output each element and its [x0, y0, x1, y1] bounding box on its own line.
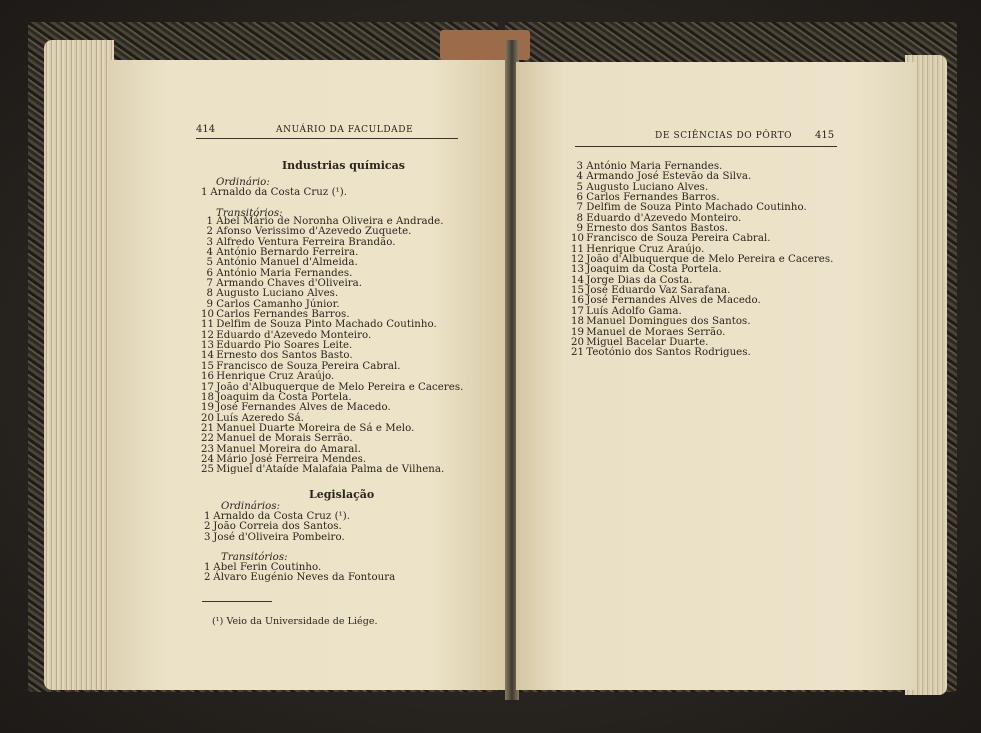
list-item-name: Manuel de Morais Serrão.: [213, 433, 353, 445]
list-item-number: 21: [201, 422, 215, 434]
list-item-number: 16: [571, 295, 585, 307]
list-item-name: José d'Oliveira Pombeiro.: [210, 531, 345, 543]
page-edges-left: [44, 40, 114, 690]
list-item-name: Francisco de Souza Pereira Cabral.: [213, 360, 401, 372]
list-item-number: 2: [204, 572, 211, 584]
list-item-name: Eduardo d'Azevedo Monteiro.: [213, 329, 372, 341]
list-item-name: Armando José Estevão da Silva.: [583, 171, 752, 183]
list-item-number: 8: [206, 288, 213, 300]
left-running-head: ANUÁRIO DA FACULDADE: [276, 125, 414, 135]
list-item-number: 25: [201, 464, 215, 476]
list-item-number: 5: [576, 181, 583, 193]
list-item-name: Francisco de Souza Pereira Cabral.: [583, 233, 771, 245]
right-page-number: 415: [815, 130, 835, 141]
list-item: [204, 573, 395, 583]
transitorios-label: Transitórios:: [216, 208, 283, 219]
list-item-name: Joaquim da Costa Portela.: [213, 391, 352, 403]
list-item-number: 15: [571, 285, 585, 297]
list-item: [201, 465, 463, 475]
list-item-number: 7: [576, 202, 583, 214]
list-item-name: Arnaldo da Costa Cruz (¹).: [207, 187, 348, 198]
list-item-name: Manuel Duarte Moreira de Sá e Melo.: [213, 422, 415, 434]
list-item-name: José Fernandes Alves de Macedo.: [213, 402, 391, 414]
list-item-number: 20: [201, 412, 215, 424]
list-item-number: 8: [576, 212, 583, 224]
list-item-name: Luís Azeredo Sá.: [213, 412, 304, 424]
list-item-name: Luís Adolfo Gama.: [583, 305, 682, 317]
ordinarios-label-2: Ordinários:: [221, 501, 281, 512]
list-item-name: António Maria Fernandes.: [583, 161, 723, 172]
list-item-number: 13: [201, 340, 215, 352]
list-item-number: 6: [206, 267, 213, 279]
list-item: [571, 348, 833, 358]
list-item-number: 3: [206, 236, 213, 248]
list-item-name: Carlos Fernandes Barros.: [583, 192, 720, 204]
list-item-number: 18: [201, 391, 215, 403]
list-item-number: 10: [571, 233, 585, 245]
list-item-number: 24: [201, 453, 215, 465]
list-item-name: Abel Ferin Coutinho.: [210, 562, 322, 573]
list-item-number: 1: [204, 562, 211, 573]
right-running-head: DE SCIÊNCIAS DO PÔRTO: [655, 131, 793, 141]
list-item-number: 1: [201, 187, 208, 198]
list-item-name: António Bernardo Ferreira.: [213, 247, 359, 259]
footnote-rule: [202, 601, 272, 602]
list-item-name: João d'Albuquerque de Melo Pereira e Caceres.: [213, 381, 464, 393]
list-item-number: 18: [571, 316, 585, 328]
list-item-number: 3: [576, 161, 583, 172]
transitorios-list-1: [201, 217, 463, 476]
list-item-name: Eduardo d'Azevedo Monteiro.: [583, 212, 742, 224]
list-item-number: 2: [204, 521, 211, 533]
list-item-name: José Eduardo Vaz Sarafana.: [583, 285, 731, 297]
list-item-name: Ernesto dos Santos Bastos.: [583, 223, 729, 235]
transitorios-list-2: [204, 563, 395, 584]
list-item-number: 6: [576, 192, 583, 204]
list-item-name: Afonso Verissimo d'Azevedo Zuquete.: [213, 226, 412, 238]
list-item-name: Manuel Moreira do Amaral.: [213, 443, 362, 455]
list-item-number: 10: [201, 309, 215, 321]
list-item-name: António Manuel d'Almeida.: [213, 257, 358, 269]
list-item-name: Eduardo Pio Soares Leite.: [213, 340, 353, 352]
list-item-number: 19: [571, 326, 585, 338]
list-item-number: 5: [206, 257, 213, 269]
list-item-number: 20: [571, 336, 585, 348]
list-item-name: João Correia dos Santos.: [210, 521, 342, 533]
list-item: [204, 533, 350, 543]
list-item-name: Henrique Cruz Araújo.: [213, 371, 335, 383]
right-page: [516, 62, 916, 690]
list-item-number: 2: [206, 226, 213, 238]
list-item-number: 17: [571, 305, 585, 317]
list-item-number: 14: [201, 350, 215, 362]
list-item-number: 23: [201, 443, 215, 455]
list-item-name: António Maria Fernandes.: [213, 267, 353, 279]
list-item-name: Henrique Cruz Araújo.: [583, 243, 705, 255]
list-item-name: Augusto Luciano Alves.: [583, 181, 709, 193]
list-item-number: 12: [201, 329, 215, 341]
ordinarios-list-1: [201, 188, 347, 198]
list-item-name: José Fernandes Alves de Macedo.: [583, 295, 761, 307]
left-header-rule: [196, 138, 458, 139]
list-item-name: Armando Chaves d'Oliveira.: [213, 278, 363, 290]
list-item-name: Miguel Bacelar Duarte.: [583, 336, 709, 348]
list-item-name: Manuel de Moraes Serrão.: [583, 326, 726, 338]
list-item-name: Joaquim da Costa Portela.: [583, 264, 722, 276]
list-item-name: Ernesto dos Santos Basto.: [213, 350, 353, 362]
section-title-industrias: Industrias químicas: [282, 159, 405, 172]
transitorios-label-2: Transitórios:: [221, 552, 288, 563]
list-item-number: 13: [571, 264, 585, 276]
right-list: [571, 162, 833, 359]
list-item-name: Teotónio dos Santos Rodrigues.: [583, 347, 751, 359]
list-item-number: 15: [201, 360, 215, 372]
list-item-name: Arnaldo da Costa Cruz (¹).: [210, 511, 351, 522]
list-item-name: Mário José Ferreira Mendes.: [213, 453, 367, 465]
list-item-name: Delfim de Souza Pinto Machado Coutinho.: [583, 202, 807, 214]
list-item-number: 3: [204, 531, 211, 543]
list-item-number: 21: [571, 347, 585, 359]
left-page-number: 414: [196, 124, 216, 135]
list-item-name: Jorge Dias da Costa.: [583, 274, 693, 286]
list-item-number: 11: [571, 243, 585, 255]
list-item-name: Carlos Camanho Júnior.: [213, 298, 340, 310]
list-item: [201, 188, 347, 198]
list-item-name: Abel Mário de Noronha Oliveira e Andrade.: [213, 216, 444, 227]
list-item-number: 17: [201, 381, 215, 393]
list-item-number: 4: [576, 171, 583, 183]
list-item-number: 9: [576, 223, 583, 235]
list-item-number: 1: [206, 216, 213, 227]
list-item-name: Carlos Fernandes Barros.: [213, 309, 350, 321]
list-item-number: 12: [571, 254, 585, 266]
right-header-rule: [575, 146, 837, 147]
list-item-number: 19: [201, 402, 215, 414]
list-item-name: Álvaro Eugénio Neves da Fontoura: [210, 572, 396, 584]
ordinario-label: Ordinário:: [216, 177, 270, 188]
list-item-name: Manuel Domingues dos Santos.: [583, 316, 751, 328]
list-item-number: 11: [201, 319, 215, 331]
list-item-name: Augusto Luciano Alves.: [213, 288, 339, 300]
list-item-name: Alfredo Ventura Ferreira Brandão.: [213, 236, 396, 248]
list-item-number: 14: [571, 274, 585, 286]
list-item-number: 9: [206, 298, 213, 310]
list-item-name: Miguel d'Ataíde Malafaia Palma de Vilhena.: [213, 464, 445, 476]
list-item-number: 16: [201, 371, 215, 383]
list-item-name: João d'Albuquerque de Melo Pereira e Caceres.: [583, 254, 834, 266]
list-item-number: 1: [204, 511, 211, 522]
list-item-number: 4: [206, 247, 213, 259]
list-item-name: Delfim de Souza Pinto Machado Coutinho.: [213, 319, 437, 331]
list-item-number: 22: [201, 433, 215, 445]
ordinarios-list-2: [204, 512, 350, 543]
list-item-number: 7: [206, 278, 213, 290]
footnote: (¹) Veio da Universidade de Liége.: [212, 616, 378, 627]
section-title-legislacao: Legislação: [309, 488, 375, 501]
